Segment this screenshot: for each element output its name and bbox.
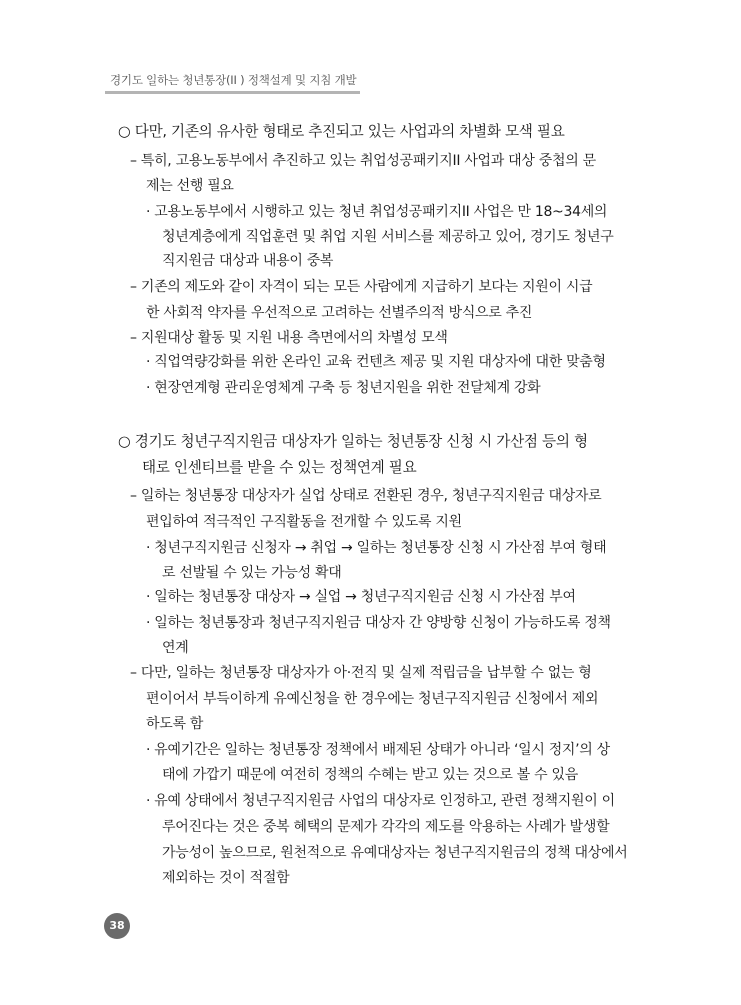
dot-line: · 현장연계형 관리운영체계 구축 등 청년지원을 위한 전달체계 강화 [146,380,541,396]
dot-line-continued: 청년계층에게 직업훈련 및 취업 지원 서비스를 제공하고 있어, 경기도 청년구 [162,229,614,245]
dot-line-continued: 태에 가깝기 때문에 여전히 정책의 수혜는 받고 있는 것으로 볼 수 있음 [162,767,578,783]
dot-line: · 유예 상태에서 청년구직지원금 사업의 대상자로 인정하고, 관련 정책지원이 이 [146,793,615,809]
dot-line: · 일하는 청년통장과 청년구직지원금 대상자 간 양방향 신청이 가능하도록 정책 [146,615,611,631]
dash-line-continued: 하도록 함 [146,716,204,732]
dot-line-continued: 직지원금 대상과 내용이 중복 [162,253,334,269]
dot-line: · 청년구직지원금 신청자 → 취업 → 일하는 청년통장 신청 시 가산점 부여 형태 [146,540,607,556]
dot-line: · 유예기간은 일하는 청년통장 정책에서 배제된 상태가 아니라 ‘일시 정지’의 상 [146,742,610,758]
dot-line-continued: 연계 [162,640,189,656]
dot-line-continued: 루어진다는 것은 중복 혜택의 문제가 각각의 제도를 악용하는 사례가 발생할 [162,819,610,835]
dash-line-continued: 한 사회적 약자를 우선적으로 고려하는 선별주의적 방식으로 추진 [146,305,533,321]
dot-line: · 고용노동부에서 시행하고 있는 청년 취업성공패키지II 사업은 만 18~34세의 [146,204,608,220]
dot-line: · 일하는 청년통장 대상자 → 실업 → 청년구직지원금 신청 시 가산점 부여 [146,589,576,605]
bullet-circle-line: ○ 경기도 청년구직지원금 대상자가 일하는 청년통장 신청 시 가산점 등의 형 [118,433,588,450]
bullet-circle-line-continued: 태로 인센티브를 받을 수 있는 정책연계 필요 [142,459,417,476]
dash-line: – 기존의 제도와 같이 자격이 되는 모든 사람에게 지급하기 보다는 지원이 시급 [130,279,593,295]
dot-line-continued: 로 선발될 수 있는 가능성 확대 [162,565,342,581]
bullet-circle-line: ○ 다만, 기존의 유사한 형태로 추진되고 있는 사업과의 차별화 모색 필요 [118,123,565,140]
dash-line: – 특히, 고용노동부에서 추진하고 있는 취업성공패키지II 사업과 대상 중첩의 문 [130,153,596,169]
dash-line: – 일하는 청년통장 대상자가 실업 상태로 전환된 경우, 청년구직지원금 대상자로 [130,488,602,504]
running-header: 경기도 일하는 청년통장(II ) 정책설계 및 지침 개발 [110,73,357,87]
dot-line-continued: 가능성이 높으므로, 원천적으로 유예대상자는 청년구직지원금의 정책 대상에서 [162,845,628,861]
dot-line: · 직업역량강화를 위한 온라인 교육 컨텐츠 제공 및 지원 대상자에 대한 맞춤형 [146,354,606,370]
page-number-badge: 38 [104,913,130,939]
header-rule [105,91,360,94]
dash-line-continued: 편입하여 적극적인 구직활동을 전개할 수 있도록 지원 [146,514,462,530]
dash-line-continued: 편이어서 부득이하게 유예신청을 한 경우에는 청년구직지원금 신청에서 제외 [146,691,599,707]
dot-line-continued: 제외하는 것이 적절함 [162,870,290,886]
dash-line: – 다만, 일하는 청년통장 대상자가 아·전직 및 실제 적립금을 납부할 수 없는 형 [130,665,592,681]
dash-line: – 지원대상 활동 및 지원 내용 측면에서의 차별성 모색 [130,330,448,346]
dash-line-continued: 제는 선행 필요 [146,178,234,194]
